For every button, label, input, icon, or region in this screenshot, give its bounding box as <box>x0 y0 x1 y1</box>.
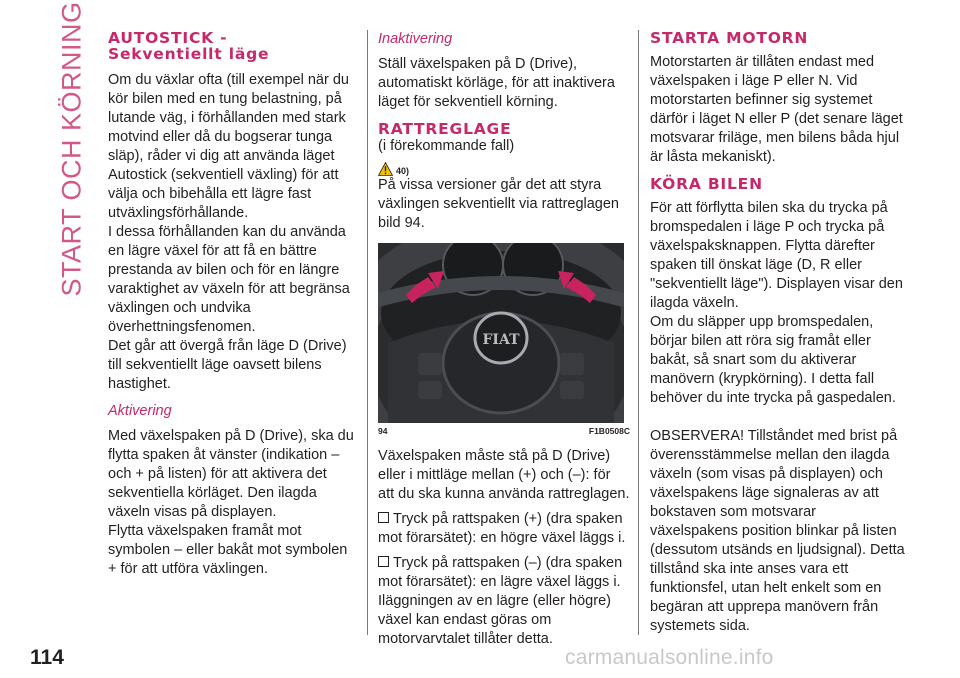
figure-number: 94 <box>378 426 388 436</box>
checkbox-bullet-icon <box>378 556 389 567</box>
rattreglage-heading: RATTREGLAGE <box>378 120 512 138</box>
page-number: 114 <box>30 646 64 669</box>
column-divider-2 <box>638 30 639 635</box>
deactivation-text: Ställ växelspaken på D (Drive), automatiskt körläge, för att inaktivera läget för sekventiell körning. <box>378 56 615 110</box>
warning-number: 40) <box>396 166 410 176</box>
start-engine-text: Motorstarten är tillåten endast med växelspaken i läge P eller N. Vid motorstarten befinner sig systemet därför i läget N eller P (det senare läget motsvarar friläge, men bilens båda hjul är låsta mekaniskt). <box>650 54 903 165</box>
activation-text-2: Flytta växelspaken framåt mot symbolen – eller bakåt mot symbolen + för att utföra växlingen. <box>108 523 348 577</box>
steering-wheel-figure <box>378 243 624 423</box>
steering-wheel-illustration <box>378 243 624 423</box>
autostick-title-line1: AUTOSTICK - <box>108 29 228 47</box>
autostick-intro: Om du växlar ofta (till exempel när du kör bilen med en tung belastning, på lutande väg, i förhållanden med stark motvind eller då du bogserar tunga släp), råder vi dig att använda läget Autostick (sekventiell växling) för att välja och bibehålla ett lägre fast utväxlingsförhållande. <box>108 72 349 221</box>
autostick-heading <box>108 30 358 62</box>
watermark: carmanualsonline.info <box>565 646 774 669</box>
deactivation-heading: Inaktivering <box>378 31 453 47</box>
autostick-intro-3: Det går att övergå från läge D (Drive) till sekventiellt läge oavsett bilens hastighet. <box>108 338 347 392</box>
rattreglage-text: På vissa versioner går det att styra växlingen sekventiellt via rattreglagen bild 94. <box>378 177 619 231</box>
column-divider-1 <box>367 30 368 635</box>
rattreglage-note: (i förekommande fall) <box>378 138 515 154</box>
bullet-text-2: Tryck på rattspaken (–) (dra spaken mot förarsätet): en lägre växel läggs i. Iläggningen av en lägre (eller högre) växel kan endast göras om motorvarvtalet tillåter detta. <box>378 555 623 647</box>
start-engine-heading: STARTA MOTORN <box>650 29 809 47</box>
drive-text-2: Om du släpper upp bromspedalen, börjar bilen att röra sig framåt eller bakåt, så snart som du aktiverar manövern (krypkörning). I detta fall behöver du inte trycka på gaspedalen. <box>650 314 896 406</box>
column-start-drive <box>650 30 906 636</box>
autostick-title-line2: Sekventiellt läge <box>108 45 270 63</box>
bullet-item-2 <box>378 554 630 649</box>
column-autostick <box>108 30 358 579</box>
figure-code: F1B0508C <box>588 426 630 436</box>
note-text: OBSERVERA! Tillståndet med brist på överensstämmelse mellan den ilagda växeln (som visas på displayen) och växelspakens läge signaleras av att bokstaven som motsvarar växelspakens position blinkar på listen (dessutom utsänds en ljudsignal). Detta tillstånd ska inte anses vara ett funktionsfel, utan helt enkelt som en begäran att upprepa manövern från systemets sida. <box>650 428 905 634</box>
column-rattreglage <box>378 30 630 649</box>
checkbox-bullet-icon <box>378 512 389 523</box>
activation-text: Med växelspaken på D (Drive), ska du flytta spaken åt vänster (indikation – och + på listen) för att aktivera det sekventiella körläget. Den ilagda växeln visas på displayen. <box>108 428 354 520</box>
section-side-tab <box>54 1 90 297</box>
autostick-intro-2: I dessa förhållanden kan du använda en lägre växel för att få en bättre prestanda av bilen och för en längre varaktighet av växeln för att begränsa växlingen och undvika överhettningsfenomen. <box>108 224 350 335</box>
warning-reference <box>378 156 630 176</box>
drive-text: För att förflytta bilen ska du trycka på bromspedalen i läge P och trycka på växelspaksknappen. Flytta därefter spaken till önskat läge (D, R eller "sekventiellt läge"). Displayen visar den ilagda växeln. <box>650 200 903 311</box>
warning-icon <box>378 162 393 176</box>
bullet-text-1: Tryck på rattspaken (+) (dra spaken mot förarsätet): en högre växel läggs i. <box>378 511 626 546</box>
section-side-tab-label: START OCH KÖRNING <box>56 1 87 297</box>
svg-text:FIAT: FIAT <box>482 332 520 348</box>
activation-heading: Aktivering <box>108 403 172 419</box>
position-text: Växelspaken måste stå på D (Drive) eller i mittläge mellan (+) och (–): för att du ska kunna använda rattreglagen. <box>378 448 630 502</box>
figure-caption <box>378 426 630 436</box>
drive-heading: KÖRA BILEN <box>650 175 763 193</box>
bullet-item-1 <box>378 510 630 548</box>
